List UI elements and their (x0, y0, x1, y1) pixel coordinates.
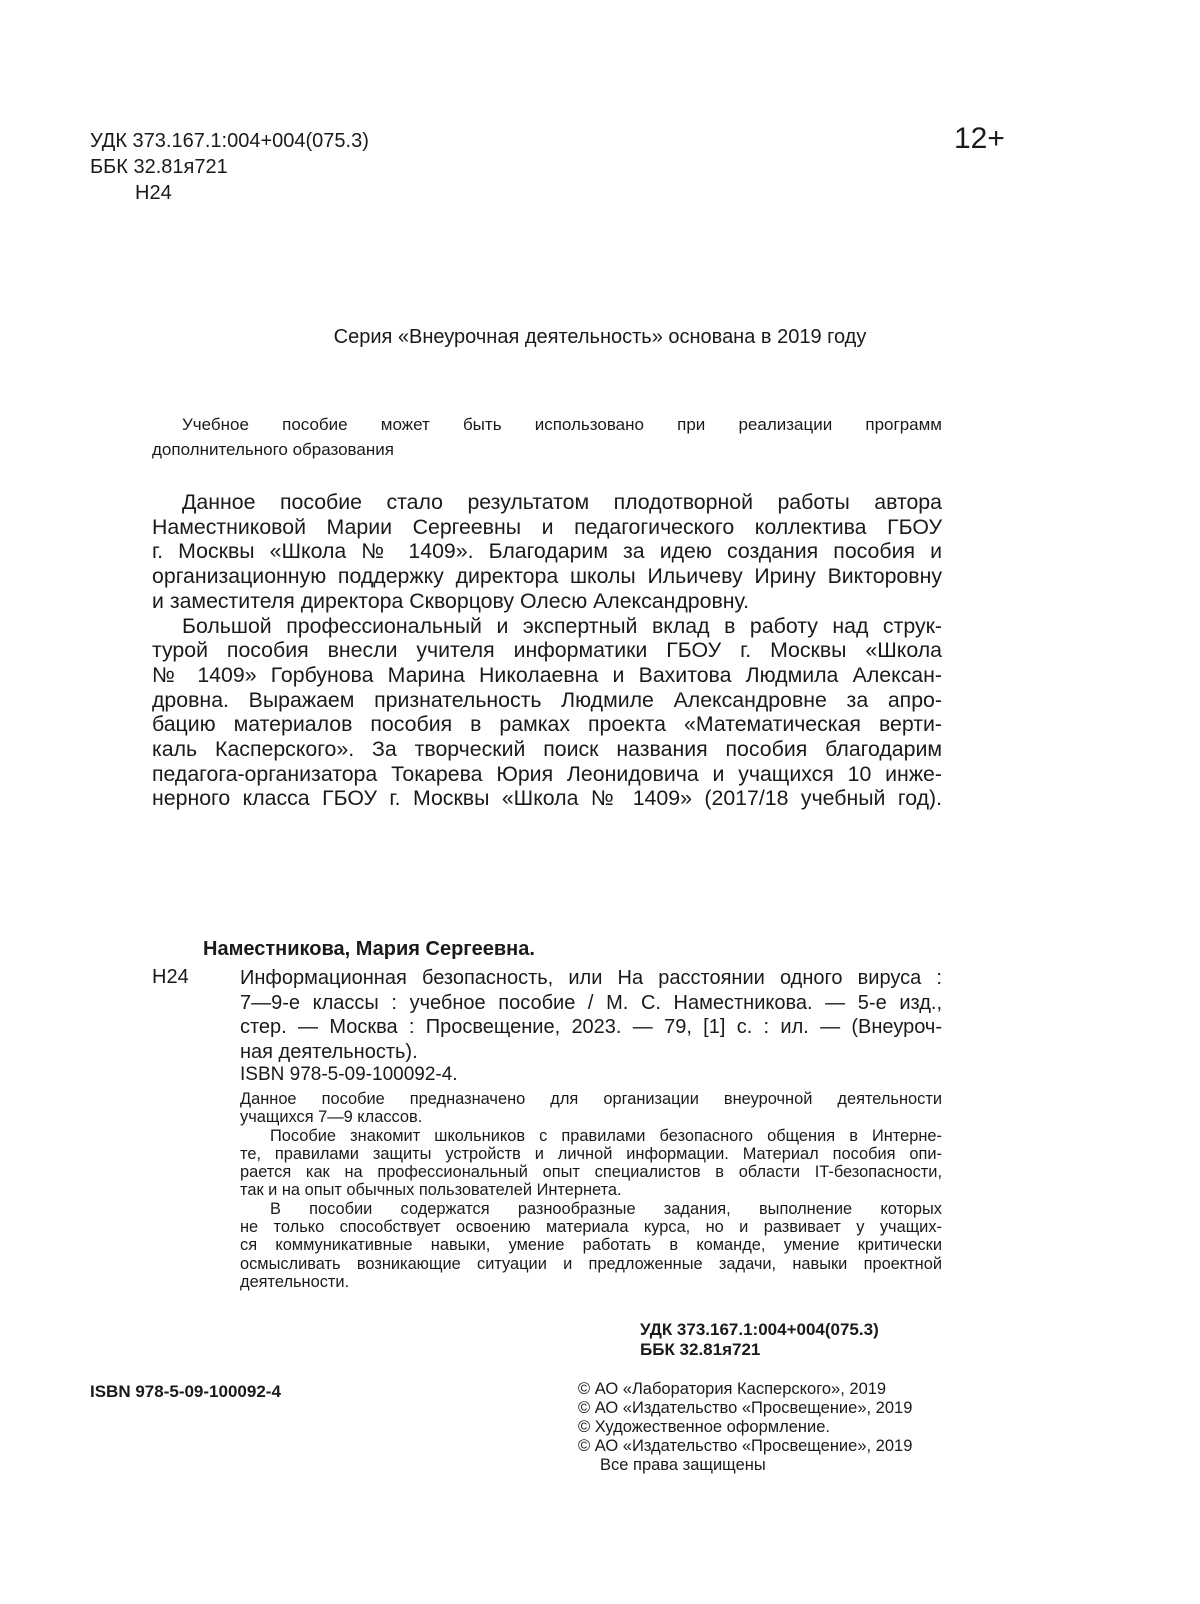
copyright-line: © Художественное оформление. (578, 1418, 830, 1436)
copyright-line: © АО «Издательство «Просвещение», 2019 (578, 1437, 913, 1455)
author-mark: Н24 (135, 182, 172, 204)
usage-line: дополнительного образования (152, 440, 394, 459)
classification-block (90, 128, 369, 206)
series-note: Серия «Внеурочная деятельность» основана в 2019 году (333, 326, 867, 348)
card-bbk: ББК 32.81я721 (640, 1340, 761, 1359)
ack-line: дровна. Выражаем признательность Людмиле Александровне за апро- (152, 687, 942, 712)
card-entry-line: 7—9-е классы : учебное пособие / М. С. Наместникова. — 5-е изд., (240, 991, 942, 1014)
ack-line: г. Москвы «Школа № 1409». Благодарим за идею создания пособия и (152, 539, 942, 564)
annotation-line: не только способствует освоению материала курса, но и развивает у учащих- (240, 1218, 942, 1237)
card-entry-line: ная деятельность). (240, 1040, 418, 1063)
ack-line: № 1409» Горбунова Марина Николаевна и Вахитова Людмила Алексан- (152, 662, 942, 687)
ack-line: Данное пособие стало результатом плодотворной работы автора (182, 490, 942, 514)
card-classification (640, 1320, 942, 1360)
ack-line: Наместниковой Марии Сергеевны и педагогического коллектива ГБОУ (152, 514, 942, 539)
ack-line: Большой профессиональный и экспертный вклад в работу над струк- (182, 613, 942, 638)
annotation-line: деятельности. (240, 1272, 350, 1291)
footer-isbn: ISBN 978-5-09-100092-4 (90, 1382, 281, 1401)
annotation-line: Пособие знакомит школьников с правилами безопасного общения в Интерне- (270, 1126, 942, 1145)
card-entry (240, 966, 942, 1064)
ack-line: организационную поддержку директора школы Ильичеву Ирину Викторовну (152, 564, 942, 589)
card-author: Наместникова, Мария Сергеевна. (203, 938, 535, 960)
ack-line: педагога-организатора Токарева Юрия Леонидовича и учащихся 10 инже- (152, 761, 942, 786)
annotation-line: учащихся 7—9 классов. (240, 1108, 423, 1127)
copyright-line: © АО «Лаборатория Касперского», 2019 (578, 1380, 887, 1398)
acknowledgments (152, 490, 942, 811)
bbk-code: ББК 32.81я721 (90, 156, 228, 178)
usage-note (152, 412, 942, 462)
annotation-line: рается как на профессиональный опыт специалистов в области IT-безопасности, (240, 1163, 942, 1182)
ack-line: и заместителя директора Скворцову Олесю Александровну. (152, 588, 749, 613)
annotation-line: В пособии содержатся разнообразные задания, выполнение которых (270, 1199, 942, 1218)
card-entry-line: стер. — Москва : Просвещение, 2023. — 79, [1] с. : ил. — (Внеуроч- (240, 1016, 942, 1038)
card-entry-line: Информационная безопасность, или На расстоянии одного вируса : (240, 967, 942, 989)
ack-line: бацию материалов пособия в рамках проекта «Математическая верти- (152, 712, 942, 737)
annotation-line: так и на опыт обычных пользователей Интернета. (240, 1181, 622, 1200)
copyright-block (578, 1380, 912, 1475)
card-annotation (240, 1090, 942, 1291)
card-udk: УДК 373.167.1:004+004(075.3) (640, 1320, 879, 1339)
copyright-line: © АО «Издательство «Просвещение», 2019 (578, 1399, 913, 1417)
card-isbn: ISBN 978-5-09-100092-4. (240, 1064, 458, 1085)
ack-line: турой пособия внесли учителя информатики ГБОУ г. Москвы «Школа (152, 638, 942, 663)
annotation-line: Данное пособие предназначено для организации внеурочной деятельности (240, 1090, 942, 1108)
rights-reserved: Все права защищены (600, 1456, 766, 1474)
card-author-mark: Н24 (152, 966, 189, 988)
ack-line: нерного класса ГБОУ г. Москвы «Школа № 1409» (2017/18 учебный год). (152, 786, 942, 811)
annotation-line: осмысливать возникающие ситуации и предложенные задачи, навыки проектной (240, 1254, 942, 1273)
age-rating: 12+ (954, 122, 1005, 155)
annotation-line: те, правилами защиты устройств и личной информации. Материал пособия опи- (240, 1144, 942, 1163)
annotation-line: ся коммуникативные навыки, умение работать в команде, умение критически (240, 1236, 942, 1255)
usage-line: Учебное пособие может быть использовано при реализации программ (182, 415, 942, 434)
udk-code: УДК 373.167.1:004+004(075.3) (90, 130, 369, 152)
ack-line: каль Касперского». За творческий поиск названия пособия благодарим (152, 737, 942, 762)
